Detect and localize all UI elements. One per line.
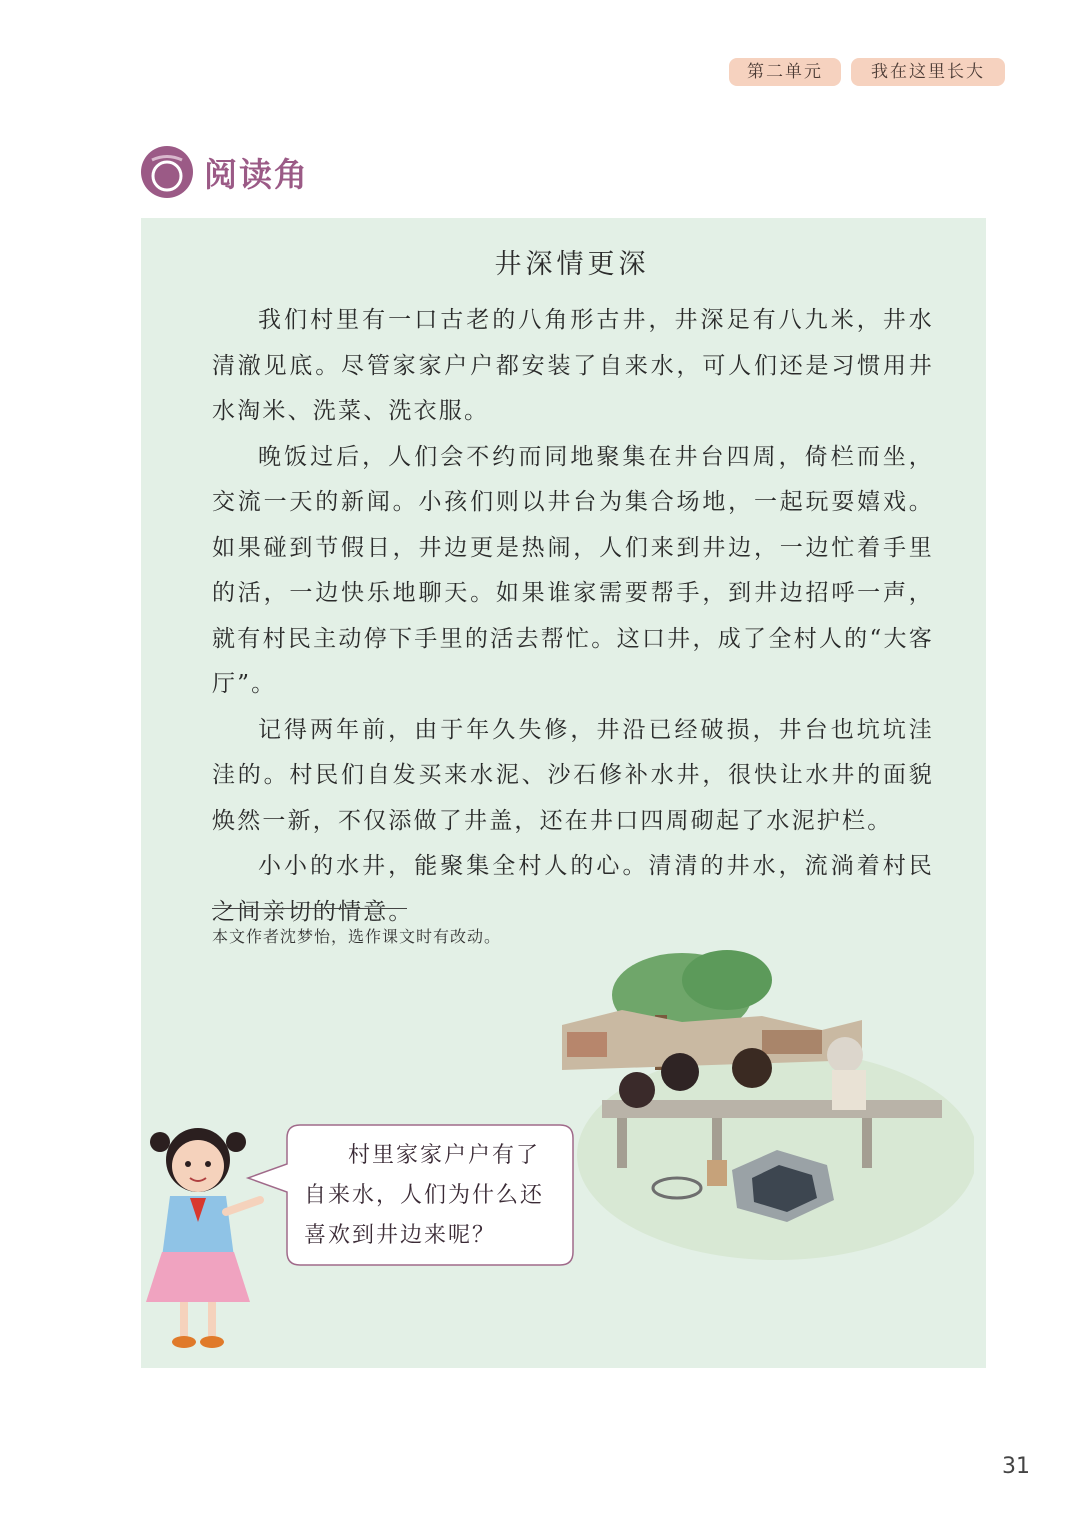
- page-number: 31: [1002, 1454, 1030, 1479]
- village-well-illustration: [562, 950, 974, 1265]
- section-header: [140, 145, 309, 199]
- article-paragraph: 记得两年前，由于年久失修，井沿已经破损，井台也坑坑洼洼的。村民们自发买来水泥、沙石修补水井，很快让水井的面貌焕然一新，不仅添做了井盖，还在井口四周砌起了水泥护栏。: [212, 716, 934, 834]
- speech-bubble-text: 村里家家户户有了自来水，人们为什么还喜欢到井边来呢？: [304, 1143, 545, 1248]
- footnote: 本文作者沈梦怡，选作课文时有改动。: [212, 927, 502, 946]
- article-title: 井深情更深: [494, 249, 650, 280]
- reading-corner-icon: [140, 145, 194, 199]
- article-paragraph: 晚饭过后，人们会不约而同地聚集在井台四周，倚栏而坐，交流一天的新闻。小孩们则以井台为集合场地，一起玩耍嬉戏。如果碰到节假日，井边更是热闹，人们来到井边，一边忙着手里的活，一边快乐地聊天。如果谁家需要帮手，到井边招呼一声，就有村民主动停下手里的活去帮忙。这口井，成了全村人的“大客厅”。: [212, 443, 934, 697]
- article-body: [212, 298, 934, 935]
- section-title: 阅读角: [204, 154, 309, 194]
- footnote-divider: [212, 908, 407, 909]
- unit-title-tag: 我在这里长大: [851, 58, 1005, 86]
- unit-label-tag: 第二单元: [729, 58, 841, 86]
- article-paragraph: 小小的水井，能聚集全村人的心。清清的井水，流淌着村民之间亲切的情意。: [212, 853, 934, 925]
- article-paragraph: 我们村里有一口古老的八角形古井，井深足有八九米，井水清澈见底。尽管家家户户都安装了自来水，可人们还是习惯用井水淘米、洗菜、洗衣服。: [212, 307, 934, 424]
- unit-header: [729, 58, 1005, 86]
